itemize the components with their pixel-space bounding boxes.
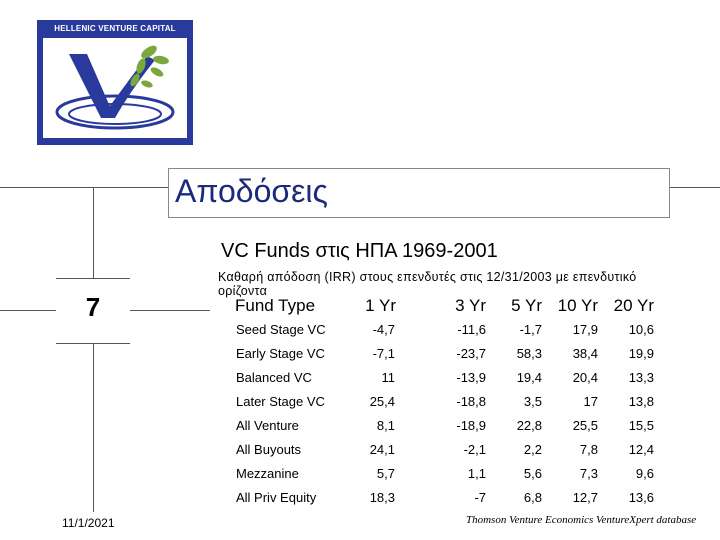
cell-10yr: 7,3 [579,466,598,481]
cell-10yr: 17 [583,394,598,409]
cell-10yr: 25,5 [572,418,598,433]
cell-3yr: -23,7 [456,346,486,361]
date: 11/1/2021 [62,516,115,530]
cell-5yr: 58,3 [516,346,542,361]
cell-5yr: 2,2 [523,442,542,457]
cell-20yr: 15,5 [628,418,654,433]
header-10yr: 10 Yr [557,296,598,315]
cell-3yr: -18,9 [456,418,486,433]
cell-10yr: 17,9 [572,322,598,337]
cell-20yr: 13,6 [628,490,654,505]
table-row [0,466,720,490]
table-row [0,418,720,442]
cell-3yr: -7 [474,490,486,505]
header-20yr: 20 Yr [613,296,654,315]
cell-20yr: 12,4 [628,442,654,457]
cell-1yr: -4,7 [372,322,395,337]
header-fund-type: Fund Type [235,296,316,315]
cell-3yr: -18,8 [456,394,486,409]
cell-5yr: 22,8 [516,418,542,433]
cell-5yr: -1,7 [519,322,542,337]
cell-20yr: 19,9 [628,346,654,361]
divider-line-mid-right [130,310,210,311]
slide-number: 7 [85,292,101,322]
cell-5yr: 3,5 [523,394,542,409]
header-1yr: 1 Yr [365,296,396,315]
table-row [0,322,720,346]
hvca-logo [37,20,193,145]
logo-bottom-text: ASSOCIATION [58,128,172,138]
cell-1yr: 25,4 [369,394,395,409]
cell-fund-type: All Buyouts [236,442,302,457]
cell-fund-type: Early Stage VC [236,346,325,361]
cell-10yr: 7,8 [579,442,598,457]
cell-5yr: 5,6 [523,466,542,481]
cell-10yr: 38,4 [572,346,598,361]
cell-1yr: -7,1 [372,346,395,361]
cell-1yr: 24,1 [369,442,395,457]
table-row [0,442,720,466]
cell-fund-type: Mezzanine [236,466,299,481]
cell-20yr: 13,8 [628,394,654,409]
logo-emblem [43,38,187,138]
divider-line-top-right [668,187,720,188]
cell-fund-type: Later Stage VC [236,394,325,409]
cell-20yr: 9,6 [635,466,654,481]
divider-line-top [0,187,168,188]
cell-3yr: 1,1 [467,466,486,481]
cell-10yr: 20,4 [572,370,598,385]
caption: Καθαρή απόδοση (IRR) στους επενδυτές στις 12/31/2003 με επενδυτικό ορίζοντα [218,270,637,298]
title-box [168,168,670,218]
cell-20yr: 13,3 [628,370,654,385]
cell-fund-type: All Priv Equity [236,490,317,505]
cell-5yr: 6,8 [523,490,542,505]
cell-1yr: 11 [381,370,395,385]
table-row [0,346,720,370]
cell-fund-type: Seed Stage VC [236,322,326,337]
cell-1yr: 8,1 [376,418,395,433]
divider-line-vertical [93,187,94,278]
cell-10yr: 12,7 [572,490,598,505]
cell-1yr: 18,3 [369,490,395,505]
cell-20yr: 10,6 [628,322,654,337]
cell-3yr: -2,1 [463,442,486,457]
table-row [0,370,720,394]
logo-top-text: HELLENIC VENTURE CAPITAL [54,24,176,33]
page-title: Αποδόσεις [175,173,328,209]
table-row [0,490,720,514]
logo-v-emblem-icon [43,38,187,138]
source-note: Thomson Venture Economics VentureXpert database [466,514,697,526]
table-row [0,394,720,418]
cell-fund-type: All Venture [236,418,299,433]
cell-5yr: 19,4 [516,370,542,385]
subtitle: VC Funds στις ΗΠΑ 1969-2001 [221,240,498,262]
cell-1yr: 5,7 [376,466,395,481]
cell-3yr: -13,9 [456,370,486,385]
divider-line-mid [0,310,56,311]
header-3yr: 3 Yr [455,296,486,315]
cell-fund-type: Balanced VC [236,370,312,385]
cell-3yr: -11,6 [457,322,486,337]
header-5yr: 5 Yr [511,296,542,315]
